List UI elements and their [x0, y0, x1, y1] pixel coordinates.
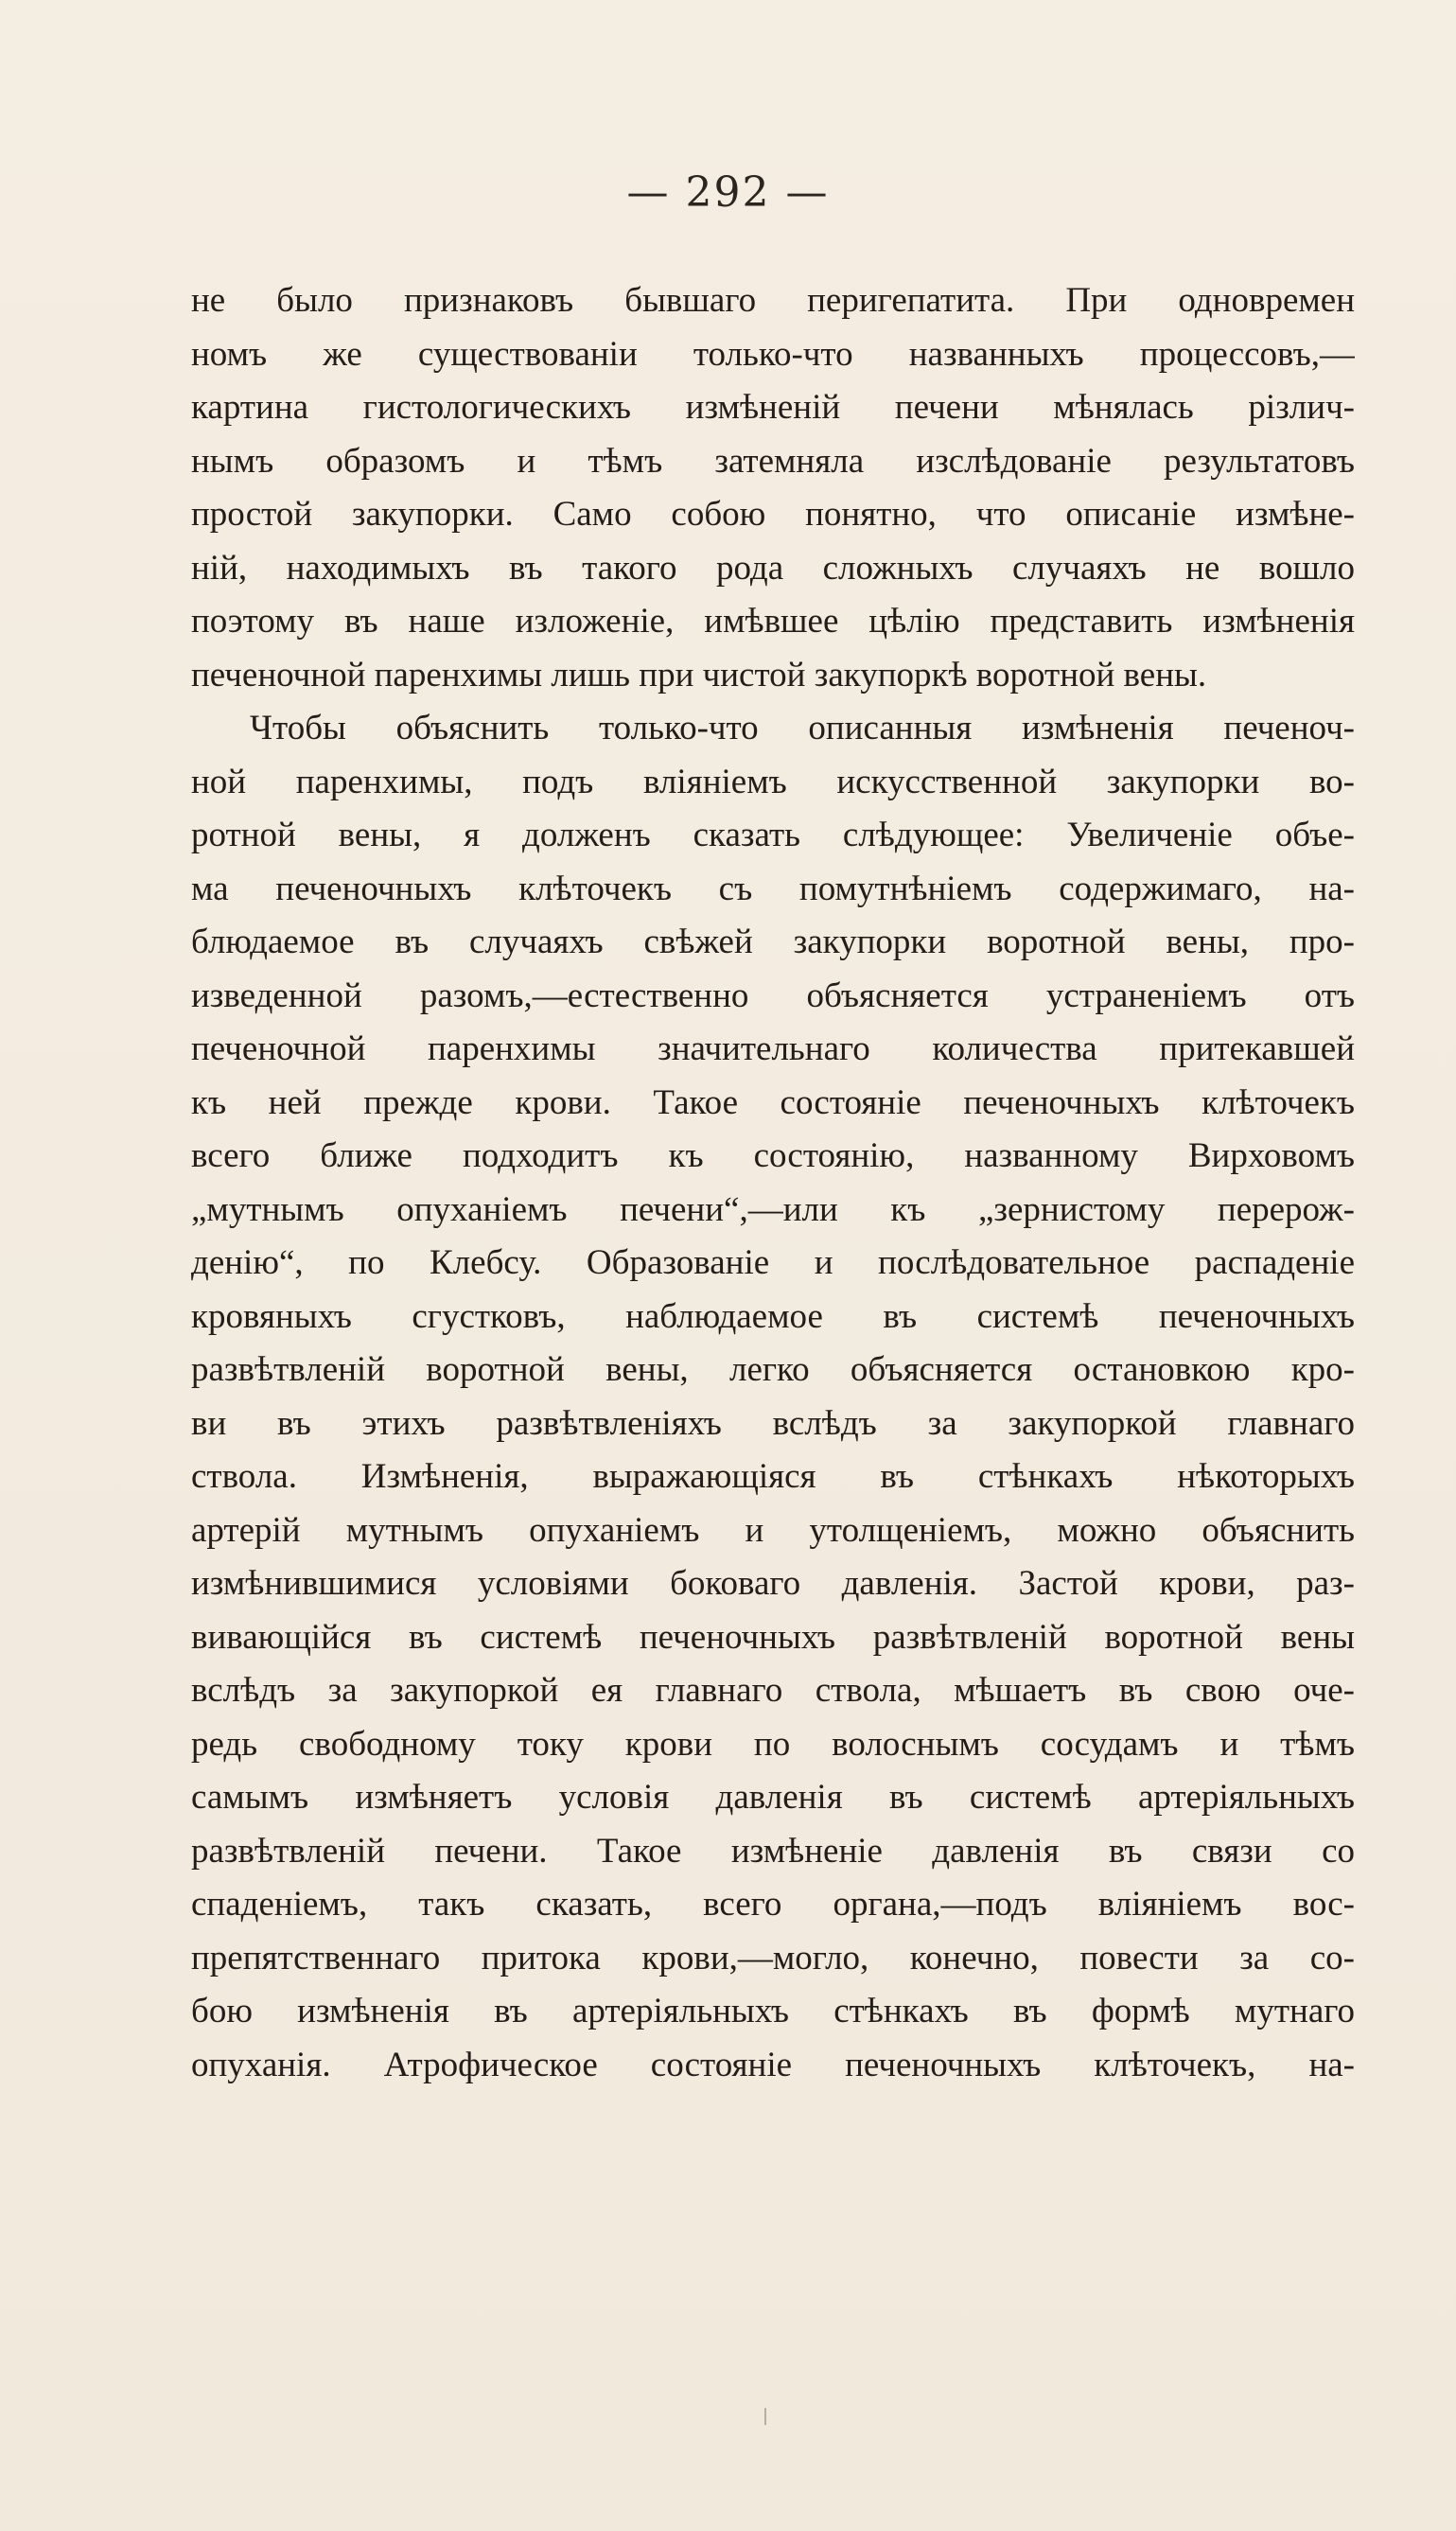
- text-line: препятственнаго притока крови,—могло, конечно, повести за со-: [191, 1938, 1355, 1977]
- text-line: развѣтвленій печени. Такое измѣненіе давленія въ связи со: [191, 1831, 1355, 1871]
- print-speck: [764, 2408, 766, 2425]
- text-line: развѣтвленій воротной вены, легко объясняется остановкою кро-: [191, 1350, 1355, 1389]
- text-line: артерій мутнымъ опуханіемъ и утолщеніемъ, можно объяснить: [191, 1510, 1355, 1550]
- text-line: „мутнымъ опуханіемъ печени“,—или къ „зернистому перерож-: [191, 1189, 1355, 1229]
- text-line: картина гистологическихъ измѣненій печени мѣнялась різлич-: [191, 388, 1355, 427]
- text-line: къ ней прежде крови. Такое состояніе печеночныхъ клѣточекъ: [191, 1082, 1355, 1122]
- text-line: ній, находимыхъ въ такого рода сложныхъ случаяхъ не вошло: [191, 548, 1355, 588]
- text-line: всего ближе подходитъ къ состоянію, названному Вирховомъ: [191, 1136, 1355, 1175]
- text-line: нымъ образомъ и тѣмъ затемняла изслѣдованіе результатовъ: [191, 441, 1355, 481]
- text-line: измѣнившимися условіями боковаго давленія. Застой крови, раз-: [191, 1564, 1355, 1603]
- text-line: блюдаемое въ случаяхъ свѣжей закупорки воротной вены, про-: [191, 923, 1355, 961]
- text-line: вивающійся въ системѣ печеночныхъ развѣтвленій воротной вены: [191, 1617, 1355, 1657]
- text-line: спаденіемъ, такъ сказать, всего органа,—подъ вліяніемъ вос-: [191, 1885, 1355, 1924]
- text-line: не было признаковъ бывшаго перигепатита. При одновремен: [191, 281, 1355, 320]
- text-line: номъ же существованіи только-что названныхъ процессовъ,—: [191, 334, 1355, 374]
- text-line: денію“, по Клебсу. Образованіе и послѣдовательное распаденіе: [191, 1243, 1355, 1282]
- text-line: простой закупорки. Само собою понятно, что описаніе измѣне-: [191, 495, 1355, 534]
- body-text: [191, 274, 1355, 2092]
- text-line: изведенной разомъ,—естественно объясняется устраненіемъ отъ: [191, 975, 1355, 1015]
- text-line: ной паренхимы, подъ вліяніемъ искусственной закупорки во-: [191, 762, 1355, 801]
- text-line: самымъ измѣняетъ условія давленія въ системѣ артеріяльныхъ: [191, 1778, 1355, 1817]
- text-line: поэтому въ наше изложеніе, имѣвшее цѣлію представить измѣненія: [191, 602, 1355, 641]
- text-line-paragraph-start: Чтобы объяснить только-что описанныя измѣненія печеноч-: [250, 709, 1355, 747]
- text-line: бою измѣненія въ артеріяльныхъ стѣнкахъ въ формѣ мутнаго: [191, 1992, 1355, 2030]
- text-line: печеночной паренхимы лишь при чистой закупоркѣ воротной вены.: [191, 655, 1207, 694]
- page-number: — 292 —: [626, 168, 830, 217]
- text-line: вслѣдъ за закупоркой ея главнаго ствола, мѣшаетъ въ свою оче-: [191, 1671, 1355, 1710]
- text-line: опуханія. Атрофическое состояніе печеночныхъ клѣточекъ, на-: [191, 2045, 1355, 2084]
- text-line: кровяныхъ сгустковъ, наблюдаемое въ системѣ печеночныхъ: [191, 1296, 1355, 1336]
- text-line: ма печеночныхъ клѣточекъ съ помутнѣніемъ содержимаго, на-: [191, 869, 1355, 908]
- text-line: ствола. Измѣненія, выражающіяся въ стѣнкахъ нѣкоторыхъ: [191, 1457, 1355, 1496]
- text-line: редь свободному току крови по волоснымъ сосудамъ и тѣмъ: [191, 1724, 1355, 1764]
- text-line: ви въ этихъ развѣтвленіяхъ вслѣдъ за закупоркой главнаго: [191, 1403, 1355, 1443]
- text-line: печеночной паренхимы значительнаго количества притекавшей: [191, 1029, 1355, 1068]
- text-line: ротной вены, я долженъ сказать слѣдующее: Увеличеніе объе-: [191, 816, 1355, 854]
